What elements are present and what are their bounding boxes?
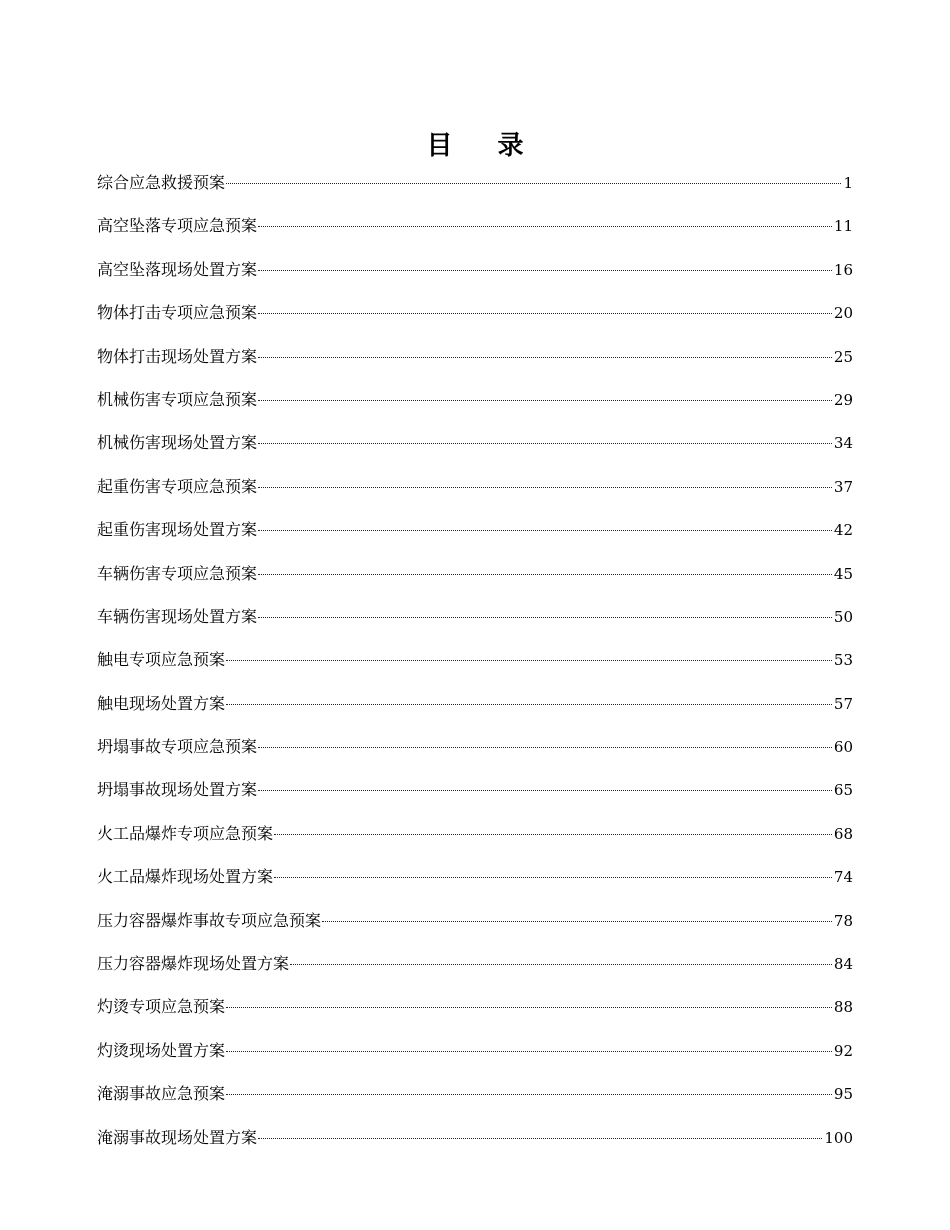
toc-entry-page-number: 65 xyxy=(833,781,853,800)
toc-entry-title: 车辆伤害专项应急预案 xyxy=(97,563,258,583)
table-of-contents xyxy=(97,169,853,1167)
toc-entry-page-number: 92 xyxy=(833,1041,853,1060)
toc-entry-page-number: 42 xyxy=(833,521,853,540)
toc-dot-leader xyxy=(258,400,832,401)
toc-entry-title: 触电专项应急预案 xyxy=(97,650,226,670)
toc-entry-page-number: 45 xyxy=(833,564,853,583)
toc-entry-title: 起重伤害专项应急预案 xyxy=(97,476,258,496)
toc-entry-title: 淹溺事故现场处置方案 xyxy=(97,1127,258,1147)
toc-dot-leader xyxy=(290,964,832,965)
toc-entry[interactable] xyxy=(97,386,853,429)
toc-dot-leader xyxy=(258,617,832,618)
toc-dot-leader xyxy=(258,487,832,488)
toc-entry[interactable] xyxy=(97,256,853,299)
toc-entry[interactable] xyxy=(97,1124,853,1167)
toc-entry-page-number: 88 xyxy=(833,998,853,1017)
toc-entry-title: 机械伤害现场处置方案 xyxy=(97,433,258,453)
toc-dot-leader xyxy=(258,357,832,358)
toc-entry[interactable] xyxy=(97,516,853,559)
toc-entry-page-number: 29 xyxy=(833,390,853,409)
toc-entry[interactable] xyxy=(97,690,853,733)
toc-entry-page-number: 68 xyxy=(833,824,853,843)
toc-entry[interactable] xyxy=(97,473,853,516)
toc-entry[interactable] xyxy=(97,429,853,472)
page-title: 目 录 xyxy=(426,131,542,161)
toc-dot-leader xyxy=(322,921,832,922)
toc-entry-title: 起重伤害现场处置方案 xyxy=(97,520,258,540)
toc-entry[interactable] xyxy=(97,603,853,646)
toc-entry[interactable] xyxy=(97,169,853,212)
toc-entry-page-number: 74 xyxy=(833,868,853,887)
toc-dot-leader xyxy=(226,1094,832,1095)
toc-entry[interactable] xyxy=(97,993,853,1036)
toc-dot-leader xyxy=(258,1138,822,1139)
toc-entry-page-number: 84 xyxy=(833,955,853,974)
toc-dot-leader xyxy=(274,834,832,835)
toc-entry[interactable] xyxy=(97,1080,853,1123)
toc-dot-leader xyxy=(226,660,832,661)
toc-entry-title: 淹溺事故应急预案 xyxy=(97,1084,226,1104)
toc-entry-title: 高空坠落现场处置方案 xyxy=(97,259,258,279)
toc-entry-page-number: 1 xyxy=(843,174,853,192)
toc-entry-title: 火工品爆炸现场处置方案 xyxy=(97,867,274,887)
toc-entry-title: 压力容器爆炸事故专项应急预案 xyxy=(97,910,322,930)
toc-dot-leader xyxy=(258,226,832,227)
toc-entry-title: 物体打击现场处置方案 xyxy=(97,346,258,366)
toc-entry[interactable] xyxy=(97,907,853,950)
toc-entry-title: 车辆伤害现场处置方案 xyxy=(97,606,258,626)
toc-entry[interactable] xyxy=(97,646,853,689)
toc-dot-leader xyxy=(258,790,832,791)
toc-entry-title: 高空坠落专项应急预案 xyxy=(97,216,258,236)
toc-entry-title: 压力容器爆炸现场处置方案 xyxy=(97,954,290,974)
toc-entry[interactable] xyxy=(97,1037,853,1080)
toc-dot-leader xyxy=(258,270,832,271)
toc-entry-title: 坍塌事故专项应急预案 xyxy=(97,737,258,757)
toc-entry-title: 机械伤害专项应急预案 xyxy=(97,389,258,409)
toc-entry-page-number: 53 xyxy=(833,651,853,670)
toc-entry-page-number: 50 xyxy=(833,607,853,626)
toc-entry[interactable] xyxy=(97,776,853,819)
toc-dot-leader xyxy=(274,877,832,878)
toc-entry[interactable] xyxy=(97,299,853,342)
toc-dot-leader xyxy=(258,747,832,748)
toc-dot-leader xyxy=(226,1051,832,1052)
toc-entry-title: 灼烫专项应急预案 xyxy=(97,997,226,1017)
toc-entry-title: 物体打击专项应急预案 xyxy=(97,303,258,323)
toc-dot-leader xyxy=(258,574,832,575)
toc-dot-leader xyxy=(258,443,832,444)
toc-entry-page-number: 95 xyxy=(833,1085,853,1104)
toc-entry[interactable] xyxy=(97,950,853,993)
toc-entry-page-number: 34 xyxy=(833,434,853,453)
toc-entry-page-number: 60 xyxy=(833,738,853,757)
toc-entry[interactable] xyxy=(97,863,853,906)
toc-entry-page-number: 11 xyxy=(833,217,853,236)
toc-entry-title: 综合应急救援预案 xyxy=(97,173,226,192)
toc-entry-page-number: 25 xyxy=(833,347,853,366)
toc-entry-page-number: 20 xyxy=(833,304,853,323)
toc-entry[interactable] xyxy=(97,343,853,386)
toc-dot-leader xyxy=(226,1007,832,1008)
toc-dot-leader xyxy=(258,530,832,531)
toc-entry-title: 触电现场处置方案 xyxy=(97,693,226,713)
toc-entry[interactable] xyxy=(97,212,853,255)
toc-entry-page-number: 37 xyxy=(833,477,853,496)
toc-dot-leader xyxy=(226,183,841,184)
toc-entry[interactable] xyxy=(97,820,853,863)
toc-entry-page-number: 16 xyxy=(833,260,853,279)
toc-entry-title: 坍塌事故现场处置方案 xyxy=(97,780,258,800)
toc-entry[interactable] xyxy=(97,733,853,776)
toc-entry[interactable] xyxy=(97,560,853,603)
toc-dot-leader xyxy=(258,313,832,314)
toc-dot-leader xyxy=(226,704,832,705)
toc-entry-page-number: 78 xyxy=(833,911,853,930)
toc-entry-page-number: 100 xyxy=(824,1128,853,1147)
toc-entry-title: 火工品爆炸专项应急预案 xyxy=(97,823,274,843)
toc-entry-page-number: 57 xyxy=(833,694,853,713)
toc-entry-title: 灼烫现场处置方案 xyxy=(97,1040,226,1060)
